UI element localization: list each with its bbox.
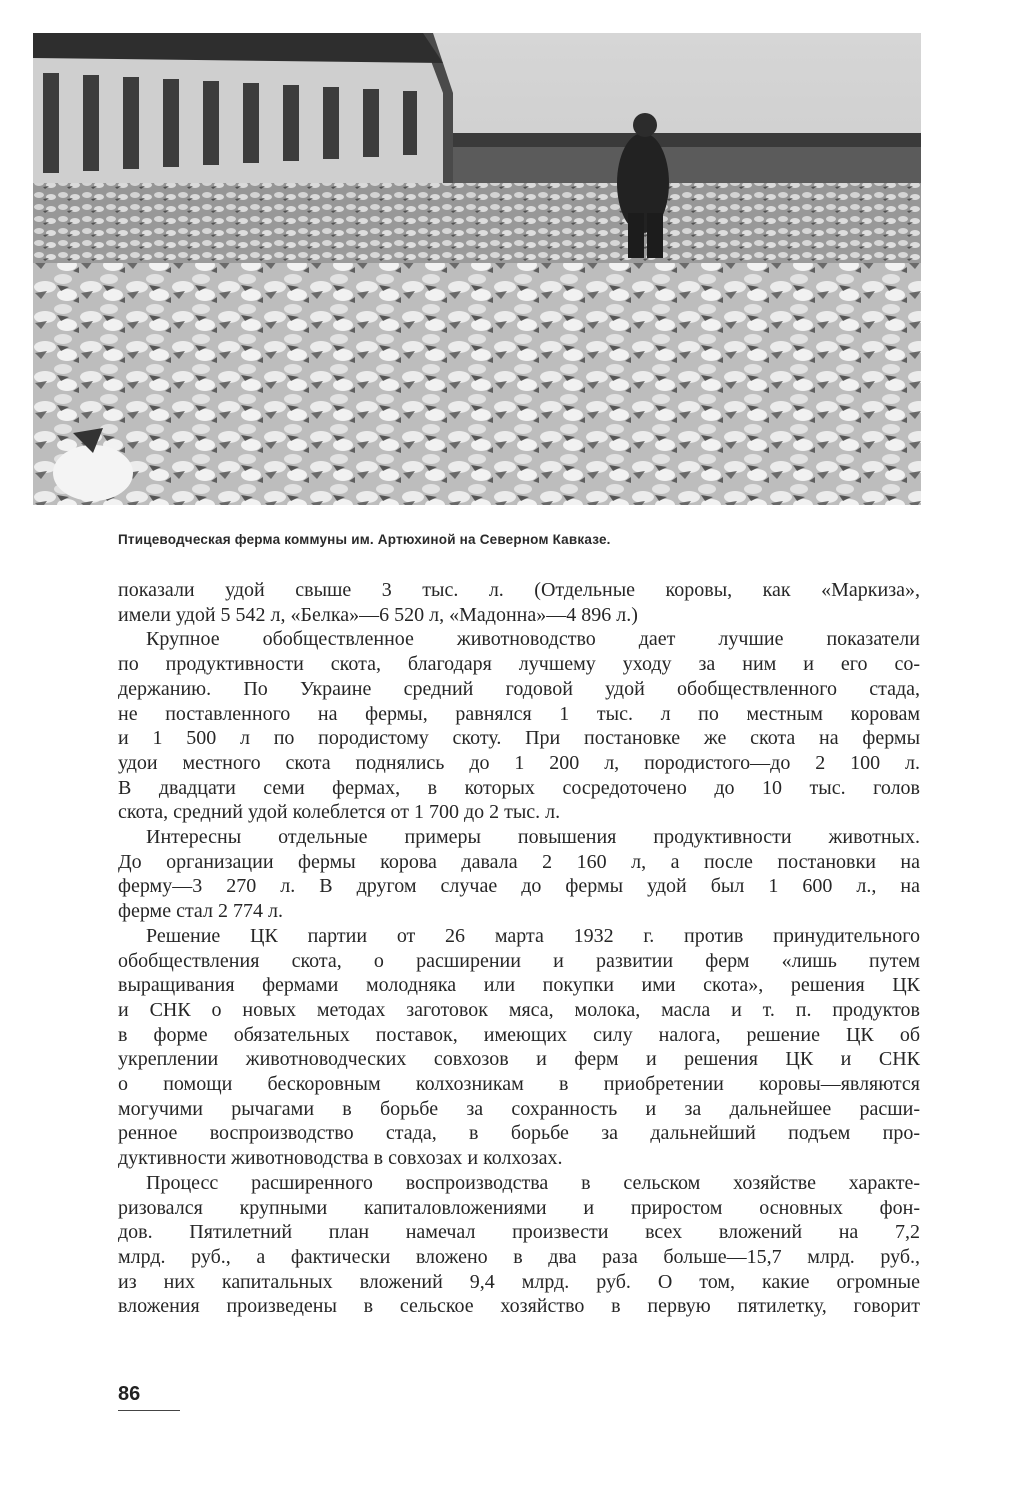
text-line: ренное воспроизводство стада, в борьбе за дальнейший подъем про- <box>118 1122 920 1145</box>
text-line: держанию. По Украине средний годовой удой обобществленного стада, <box>118 677 920 700</box>
text-line: о помощи бескоровным колхозникам в приобретении коровы—являются <box>118 1073 920 1096</box>
text-line: ризовался крупными капиталовложениями и приростом основных фон- <box>118 1196 920 1219</box>
text-line: показали удой свыше 3 тыс. л. (Отдельные коровы, как «Маркиза», <box>118 579 920 601</box>
paragraph-3 <box>118 825 920 924</box>
text-line: удои местного скота поднялись до 1 200 л, породистого—до 2 100 л. <box>118 751 920 774</box>
text-line: обобществления скота, о расширении и развитии ферм «лишь путем <box>118 949 920 972</box>
text-line: млрд. руб., а фактически вложено в два раза больше—15,7 млрд. руб., <box>118 1245 920 1268</box>
poultry-farm-image <box>33 33 921 505</box>
page-number-rule <box>118 1410 180 1411</box>
text-line: не поставленного на фермы, равнялся 1 тыс. л по местным коровам <box>118 702 920 725</box>
farm-photo <box>33 33 921 505</box>
text-line: выращивания фермами молодняка или покупки ими скота», решения ЦК <box>118 974 920 997</box>
text-line: и 1 500 л по породистому скоту. При постановке же скота на фермы <box>118 727 920 750</box>
text-line: по продуктивности скота, благодаря лучшему уходу за ним и его со- <box>118 653 920 676</box>
text-line: До организации фермы корова давала 2 160 л, а после постановки на <box>118 850 920 873</box>
text-line: укреплении животноводческих совхозов и ферм и решения ЦК и СНК <box>118 1048 920 1071</box>
body-text <box>118 578 920 1319</box>
text-line: ферму—3 270 л. В другом случае до фермы удой был 1 600 л., на <box>118 875 920 898</box>
figure-caption: Птицеводческая ферма коммуны им. Артюхиной на Северном Кавказе. <box>118 532 611 547</box>
text-line: скота, средний удой колеблется от 1 700 до 2 тыс. л. <box>118 801 561 824</box>
text-line: дуктивности животноводства в совхозах и колхозах. <box>118 1147 563 1170</box>
text-line: и СНК о новых методах заготовок мяса, молока, масла и т. п. продуктов <box>118 998 920 1021</box>
text-line: вложения произведены в сельское хозяйство в первую пятилетку, говорит <box>118 1295 920 1318</box>
text-line: имели удой 5 542 л, «Белка»—6 520 л, «Мадонна»—4 896 л.) <box>118 603 638 626</box>
text-line: ферме стал 2 774 л. <box>118 900 283 923</box>
paragraph-1 <box>118 578 920 627</box>
text-line: дов. Пятилетний план намечал произвести всех вложений на 7,2 <box>118 1221 920 1244</box>
text-line: Процесс расширенного воспроизводства в сельском хозяйстве характе- <box>146 1171 920 1194</box>
paragraph-2 <box>118 627 920 825</box>
text-line: в форме обязательных поставок, имеющих силу налога, решение ЦК об <box>118 1023 920 1046</box>
paragraph-4 <box>118 924 920 1171</box>
text-line: В двадцати семи фермах, в которых сосредоточено до 10 тыс. голов <box>118 776 920 799</box>
text-line: Решение ЦК партии от 26 марта 1932 г. против принудительного <box>146 924 920 947</box>
text-line: могучими рычагами в борьбе за сохранность и за дальнейшее расши- <box>118 1097 920 1120</box>
page-number: 86 <box>118 1383 141 1405</box>
text-line: из них капитальных вложений 9,4 млрд. руб. О том, какие огромные <box>118 1270 920 1293</box>
paragraph-5 <box>118 1171 920 1319</box>
text-line: Интересны отдельные примеры повышения продуктивности животных. <box>146 826 920 849</box>
text-line: Крупное обобществленное животноводство дает лучшие показатели <box>146 628 920 651</box>
